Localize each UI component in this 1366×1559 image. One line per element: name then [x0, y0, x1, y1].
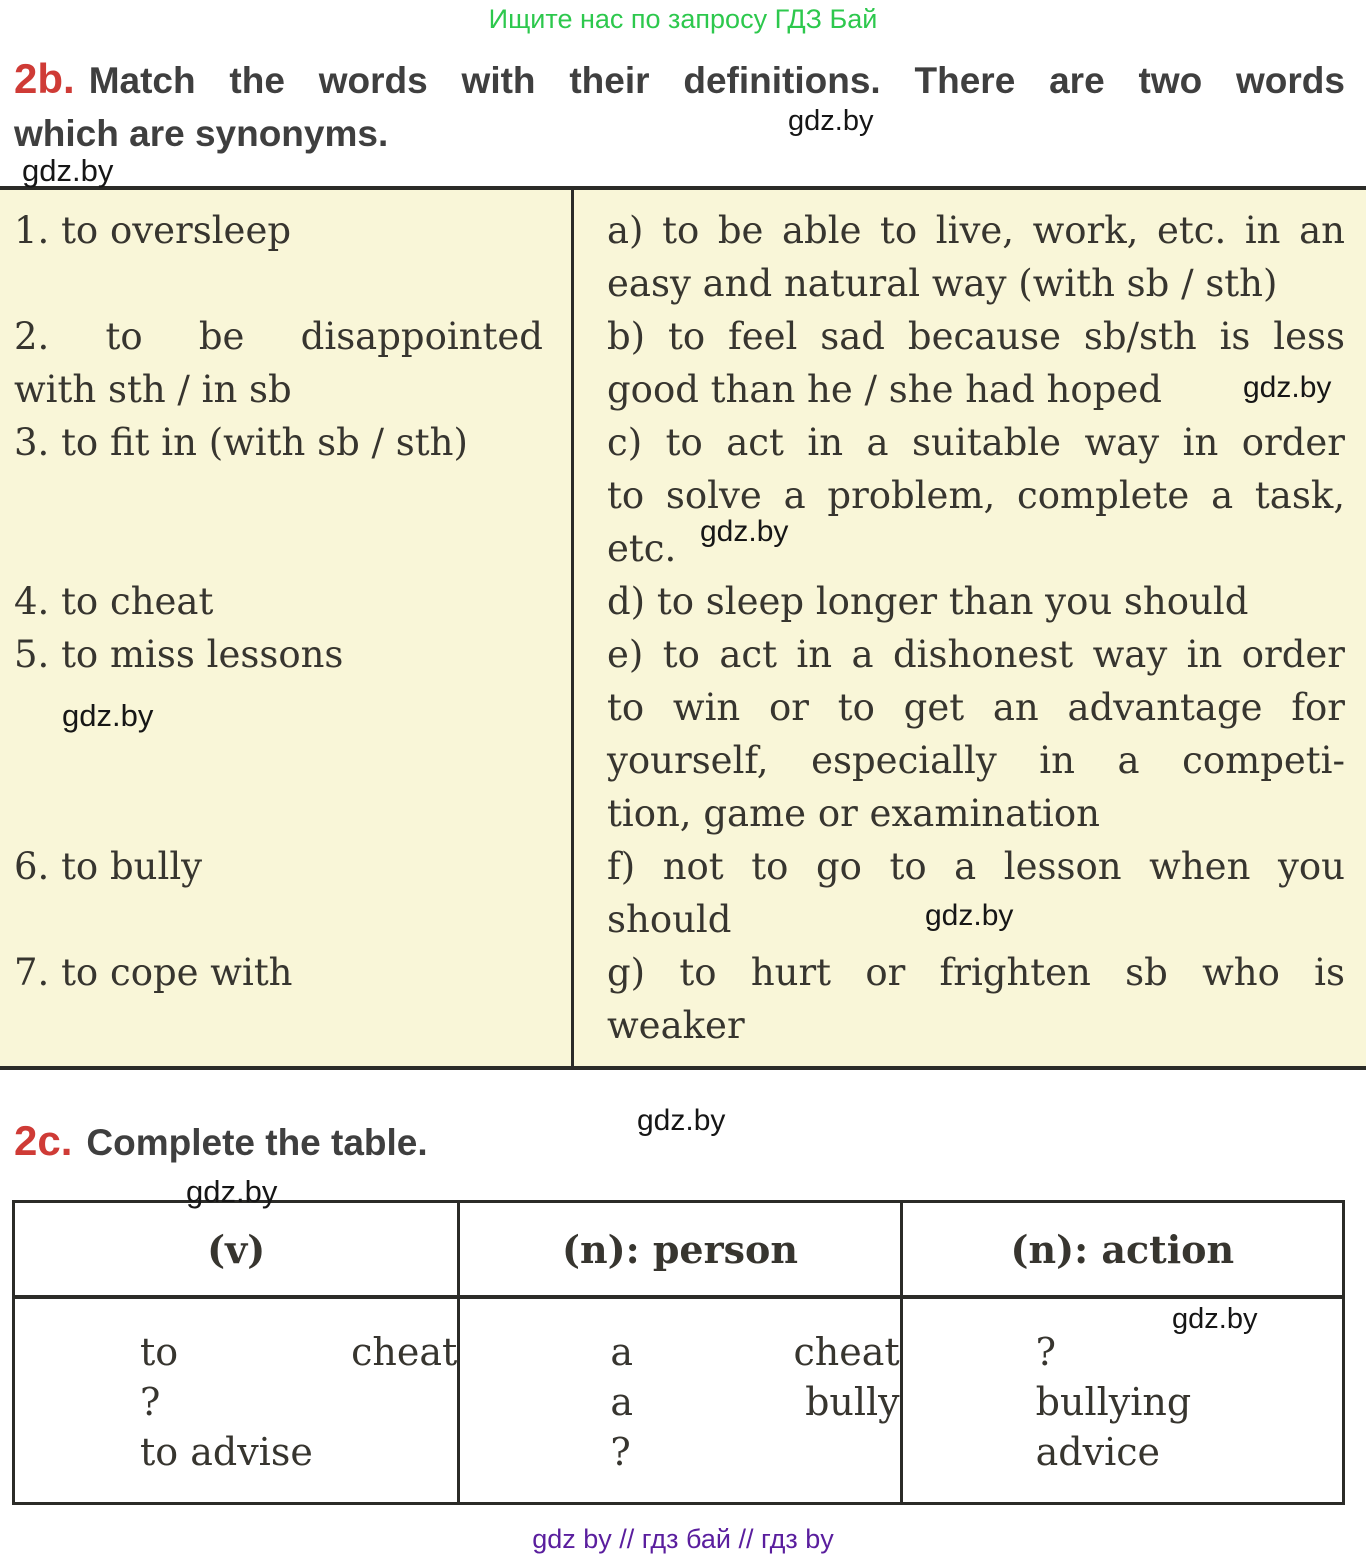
text-line: a) to be able to live, work, etc. in an [607, 209, 1345, 252]
match-row [0, 628, 1366, 840]
gdz-watermark: gdz.by [186, 1174, 278, 1209]
text-line: 5. to miss lessons [14, 633, 344, 676]
text-line: easy and natural way (with sb / sth) [607, 262, 1278, 305]
text-line: tion, game or examination [607, 792, 1100, 835]
exercise-2c-number: 2c. [14, 1117, 73, 1164]
exercise-2b-instruction-line1: Match the words with their definitions. There are two words [88, 60, 1345, 101]
text-line: to advise [140, 1430, 313, 1474]
match-word-cell [0, 310, 571, 416]
text-line: 1. to oversleep [14, 209, 292, 252]
text-line: d) to sleep longer than you should [607, 580, 1249, 623]
match-word-cell [0, 840, 571, 946]
match-word-cell [0, 204, 571, 310]
footer-links: gdz by // гдз бай // гдз by [532, 1524, 834, 1554]
gdz-watermark: gdz.by [925, 899, 1014, 932]
match-definition-cell [571, 416, 1366, 575]
text-line: etc. [607, 527, 677, 570]
exercise-2b-title-line1 [14, 52, 1345, 107]
gdz-watermark: gdz.by [700, 515, 789, 548]
match-word-cell [0, 416, 571, 575]
text-line: 2. to be disappointed [14, 315, 543, 358]
text-line: with sth / in sb [14, 368, 292, 411]
gdz-watermark: gdz.by [637, 1104, 726, 1137]
text-line: f) not to go to a lesson when you [607, 845, 1345, 888]
table-header-cell: (n): action [900, 1203, 1342, 1299]
text-line: yourself, especially in a competi- [607, 739, 1345, 782]
text-line: bullying [1035, 1380, 1192, 1424]
text-line: advice [1035, 1430, 1161, 1474]
text-line: g) to hurt or frighten sb who is [607, 951, 1345, 994]
text-line: good than he / she had hoped [607, 368, 1162, 411]
gdz-watermark: gdz.by [62, 698, 154, 733]
match-word-cell [0, 628, 571, 840]
promo-banner: Ищите нас по запросу ГДЗ Бай [488, 4, 878, 34]
table-header-cell: (v) [15, 1203, 457, 1299]
text-line: a bully [610, 1380, 900, 1424]
text-line: 4. to cheat [14, 580, 214, 623]
exercise-2b-instruction-line2: which are synonyms. [14, 113, 389, 154]
text-line: to solve a problem, complete a task, [607, 474, 1345, 517]
match-row [0, 840, 1366, 946]
gdz-watermark: gdz.by [1172, 1303, 1258, 1335]
text-line: e) to act in a dishonest way in order [607, 633, 1345, 676]
gdz-watermark: gdz.by [788, 105, 874, 137]
match-definition-cell [571, 946, 1366, 1052]
match-row [0, 946, 1366, 1052]
exercise-2c-instruction: Complete the table. [86, 1122, 428, 1163]
gdz-watermark: gdz.by [1243, 371, 1332, 404]
match-word-cell [0, 575, 571, 628]
table-body-cell [15, 1299, 457, 1502]
match-row [0, 310, 1366, 416]
text-line: to win or to get an advantage for [607, 686, 1345, 729]
table-body-cell [900, 1299, 1342, 1502]
text-line: ? [1035, 1330, 1057, 1374]
match-row [0, 204, 1366, 310]
table-header-cell: (n): person [457, 1203, 899, 1299]
exercise-2b-number: 2b. [14, 55, 75, 102]
text-line: a cheat [610, 1330, 900, 1374]
text-line: should [607, 898, 732, 941]
text-line: ? [140, 1380, 161, 1424]
text-line: c) to act in a suitable way in order [607, 421, 1345, 464]
match-word-cell [0, 946, 571, 1052]
match-words-table [0, 186, 1366, 1070]
exercise-2c-header [14, 1116, 428, 1168]
text-line: 7. to cope with [14, 951, 293, 994]
text-line: ? [610, 1430, 631, 1474]
text-line: weaker [607, 1004, 745, 1047]
match-row [0, 575, 1366, 628]
complete-the-table [12, 1200, 1345, 1505]
match-definition-cell [571, 204, 1366, 310]
gdz-watermark: gdz.by [22, 153, 114, 188]
text-line: 3. to fit in (with sb / sth) [14, 421, 468, 464]
match-definition-cell [571, 628, 1366, 840]
text-line: b) to feel sad because sb/sth is less [607, 315, 1345, 358]
exercise-2b-header [14, 52, 1345, 160]
text-line: to cheat [140, 1330, 458, 1374]
text-line: 6. to bully [14, 845, 203, 888]
table-body-cell [457, 1299, 899, 1502]
match-definition-cell [571, 575, 1366, 628]
match-row [0, 416, 1366, 575]
